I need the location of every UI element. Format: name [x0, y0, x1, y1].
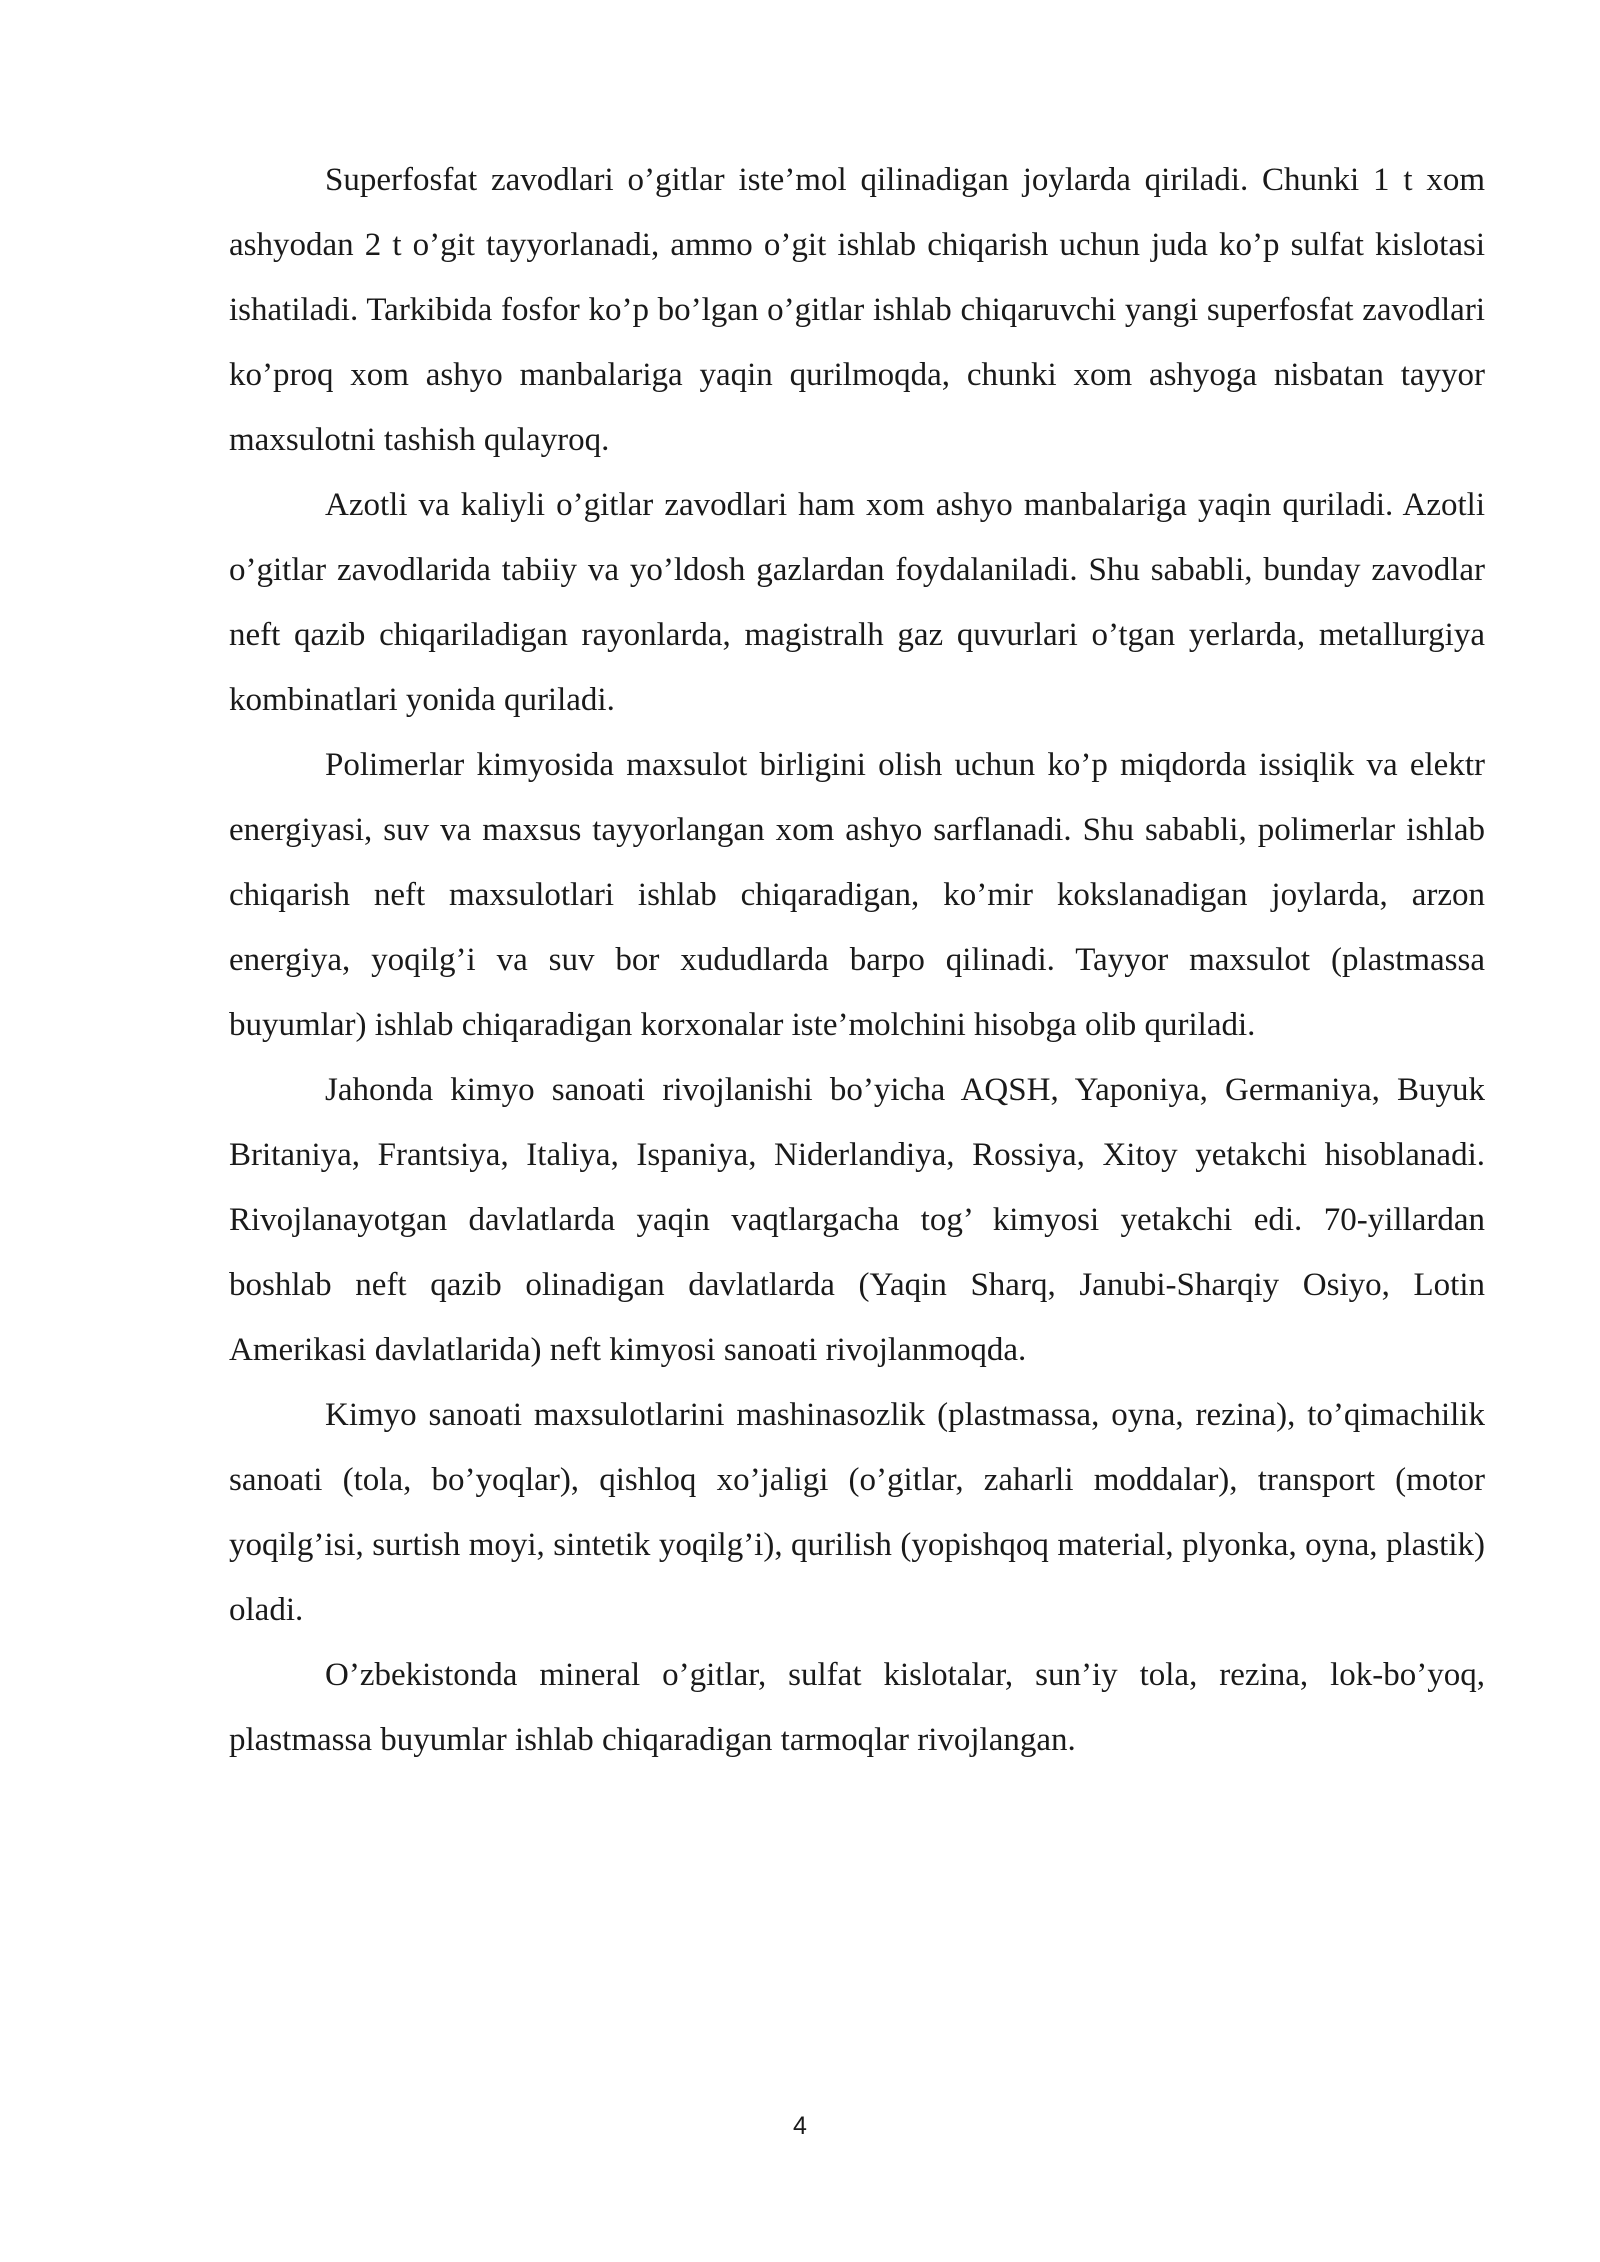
page-number: 4 — [793, 2112, 807, 2140]
document-body — [229, 148, 1485, 1773]
paragraph-superfosfat: Superfosfat zavodlari o’gitlar iste’mol qilinadigan joylarda qiriladi. Chunki 1 t xom ashyodan 2 t o’git tayyorlanadi, ammo o’git ishlab chiqarish uchun juda ko’p sulfat kislotasi ishatiladi. Tarkibida fosfor ko’p bo’lgan o’gitlar ishlab chiqaruvchi yangi superfosfat zavodlari ko’proq xom ashyo manbalariga yaqin qurilmoqda, chunki xom ashyoga nisbatan tayyor maxsulotni tashish qulayroq. — [229, 162, 1485, 458]
paragraph-jahonda: Jahonda kimyo sanoati rivojlanishi bo’yicha AQSH, Yaponiya, Germaniya, Buyuk Britaniya, Frantsiya, Italiya, Ispaniya, Niderlandiya, Rossiya, Xitoy yetakchi hisoblanadi. Rivojlanayotgan davlatlarda yaqin vaqtlargacha tog’ kimyosi yetakchi edi. 70-yillardan boshlab neft qazib olinadigan davlatlarda (Yaqin Sharq, Janubi-Sharqiy Osiyo, Lotin Amerikasi davlatlarida) neft kimyosi sanoati rivojlanmoqda. — [229, 1072, 1485, 1368]
paragraph-ozbekistonda: O’zbekistonda mineral o’gitlar, sulfat kislotalar, sun’iy tola, rezina, lok-bo’yoq, plastmassa buyumlar ishlab chiqaradigan tarmoqlar rivojlangan. — [229, 1657, 1485, 1758]
paragraph-polimerlar: Polimerlar kimyosida maxsulot birligini olish uchun ko’p miqdorda issiqlik va elektr energiyasi, suv va maxsus tayyorlangan xom ashyo sarflanadi. Shu sababli, polimerlar ishlab chiqarish neft maxsulotlari ishlab chiqaradigan, ko’mir kokslanadigan joylarda, arzon energiya, yoqilg’i va suv bor xududlarda barpo qilinadi. Tayyor maxsulot (plastmassa buyumlar) ishlab chiqaradigan korxonalar iste’molchini hisobga olib quriladi. — [229, 747, 1485, 1043]
paragraph-kimyo-sanoati: Kimyo sanoati maxsulotlarini mashinasozlik (plastmassa, oyna, rezina), to’qimachilik sanoati (tola, bo’yoqlar), qishloq xo’jaligi (o’gitlar, zaharli moddalar), transport (motor yoqilg’isi, surtish moyi, sintetik yoqilg’i), qurilish (yopishqoq material, plyonka, oyna, plastik) oladi. — [229, 1397, 1485, 1628]
paragraph-azotli: Azotli va kaliyli o’gitlar zavodlari ham xom ashyo manbalariga yaqin quriladi. Azotli o’gitlar zavodlarida tabiiy va yo’ldosh gazlardan foydalaniladi. Shu sababli, bunday zavodlar neft qazib chiqariladigan rayonlarda, magistralh gaz quvurlari o’tgan yerlarda, metallurgiya kombinatlari yonida quriladi. — [229, 487, 1485, 718]
